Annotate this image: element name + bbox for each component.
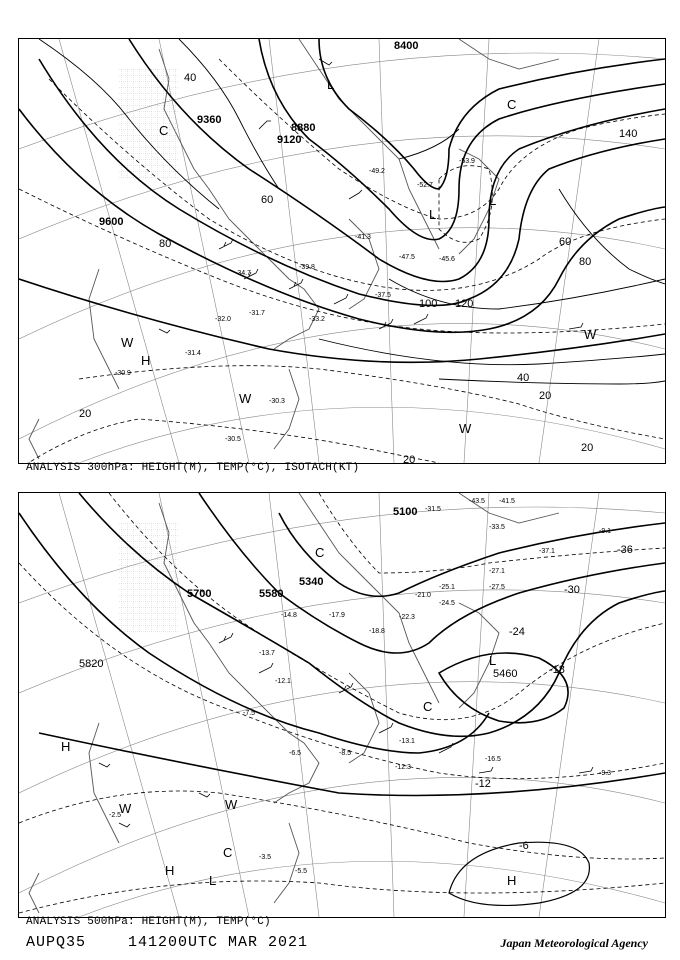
height-label-5580: 5580 xyxy=(259,588,284,600)
cold-center-symbol: C xyxy=(223,845,233,860)
temp-value: -13.7 xyxy=(259,650,275,657)
wind-barbs xyxy=(159,59,583,333)
temp-value: -27.5 xyxy=(489,584,505,591)
low-symbol: L xyxy=(489,193,497,208)
warm-center-symbol: W xyxy=(121,335,134,350)
temp-value: -34.7 xyxy=(235,270,251,277)
map-300hpa xyxy=(19,39,665,463)
isotach-label: 20 xyxy=(403,454,416,463)
temp-value: -49.2 xyxy=(369,168,385,175)
temp-value: -14.8 xyxy=(281,612,297,619)
temp-value: -7.5 xyxy=(243,710,256,717)
temp-value: -17.9 xyxy=(329,612,345,619)
temp-value: -31.4 xyxy=(185,350,201,357)
temp-value: -18.8 xyxy=(369,628,385,635)
isotach-label: 120 xyxy=(455,298,474,310)
warm-center-symbol: W xyxy=(119,801,132,816)
warm-center-symbol: W xyxy=(584,327,597,342)
height-label-9120: 9120 xyxy=(277,134,302,146)
isotach-label: 100 xyxy=(419,298,438,310)
temp-value: -12.3 xyxy=(395,764,411,771)
bulletin-code: AUPQ35 xyxy=(26,934,87,951)
temp-value: -2.5 xyxy=(109,812,122,819)
warm-center-symbol: W xyxy=(459,421,472,436)
height-label-9360: 9360 xyxy=(197,114,222,126)
low-symbol: L xyxy=(209,873,217,888)
height-label-9600: 9600 xyxy=(99,216,124,228)
isotherm-lines xyxy=(19,59,665,463)
temp-value: -31.7 xyxy=(249,310,265,317)
temp-value: -30.3 xyxy=(269,398,285,405)
isotach-label: 20 xyxy=(581,442,594,454)
temp-value: -43.5 xyxy=(469,498,485,505)
temp-value: -41.3 xyxy=(355,234,371,241)
cold-center-symbol: C xyxy=(159,123,169,138)
temp-value: -27.1 xyxy=(489,568,505,575)
wind-barbs xyxy=(99,633,593,827)
isotach-label: 40 xyxy=(184,72,197,84)
isotherm-label: -12 xyxy=(475,778,491,790)
isotach-label: 60 xyxy=(559,236,572,248)
height-label-8400: 8400 xyxy=(394,40,419,52)
high-symbol: H xyxy=(61,739,71,754)
temp-value: -33.2 xyxy=(309,316,325,323)
temp-value: -39.8 xyxy=(299,264,315,271)
height-label-5700: 5700 xyxy=(187,588,212,600)
temp-value: -25.1 xyxy=(439,584,455,591)
cold-center-symbol: C xyxy=(507,97,517,112)
low-symbol: L xyxy=(327,77,335,92)
temp-value: -33.5 xyxy=(489,524,505,531)
caption-500hpa: ANALYSIS 500hPa: HEIGHT(M), TEMP(°C) xyxy=(26,916,271,928)
high-symbol: H xyxy=(507,873,517,888)
temp-value: -32.0 xyxy=(215,316,231,323)
agency-name: Japan Meteorological Agency xyxy=(500,936,648,950)
temp-value: -41.5 xyxy=(499,498,515,505)
isotach-label: 40 xyxy=(517,372,530,384)
temp-value: -21.0 xyxy=(415,592,431,599)
temp-value: -5.5 xyxy=(295,868,308,875)
temp-value: -30.5 xyxy=(225,436,241,443)
isotach-label: 80 xyxy=(579,256,592,268)
temp-value: -37.5 xyxy=(375,292,391,299)
temp-value: -37.1 xyxy=(539,548,555,555)
analysis-time: 141200UTC MAR 2021 xyxy=(128,934,309,951)
temp-value: -13.1 xyxy=(399,738,415,745)
isotherm-label: -24 xyxy=(509,626,525,638)
low-symbol: L xyxy=(429,207,437,222)
height-contours xyxy=(19,39,665,362)
isotach-label: 60 xyxy=(261,194,274,206)
isotach-label: 20 xyxy=(79,408,92,420)
temp-value: -12.1 xyxy=(275,678,291,685)
temp-value: -9.3 xyxy=(599,770,612,777)
low-symbol: L xyxy=(489,653,497,668)
warm-center-symbol: W xyxy=(225,797,238,812)
isotherm-label: -36 xyxy=(617,544,633,556)
temp-value: -24.5 xyxy=(439,600,455,607)
isotach-label: 80 xyxy=(159,238,172,250)
height-label-5340: 5340 xyxy=(299,576,324,588)
chart-500hpa xyxy=(18,492,666,918)
temp-value: -31.5 xyxy=(425,506,441,513)
isotherm-label: -6 xyxy=(519,840,529,852)
high-symbol: H xyxy=(141,353,151,368)
terrain-shading xyxy=(119,69,179,179)
chart-300hpa xyxy=(18,38,666,464)
temp-value: -47.5 xyxy=(399,254,415,261)
temp-value: -53.9 xyxy=(459,158,475,165)
temp-value: -16.5 xyxy=(485,756,501,763)
isotach-label: 20 xyxy=(539,390,552,402)
cold-center-symbol: C xyxy=(315,545,325,560)
terrain-shading xyxy=(119,523,179,633)
isotherm-label: -18 xyxy=(549,664,565,676)
isotach-label: 140 xyxy=(619,128,638,140)
warm-center-symbol: W xyxy=(239,391,252,406)
temp-value: -52.7 xyxy=(417,182,433,189)
height-label-5820: 5820 xyxy=(79,658,104,670)
temp-value: -30.9 xyxy=(115,370,131,377)
map-500hpa xyxy=(19,493,665,917)
cold-center-symbol: C xyxy=(423,699,433,714)
isotherm-label: -30 xyxy=(564,584,580,596)
temp-value: -6.5 xyxy=(289,750,302,757)
caption-300hpa: ANALYSIS 300hPa: HEIGHT(M), TEMP(°C), ISOTACH(KT) xyxy=(26,462,360,474)
high-symbol: H xyxy=(165,863,175,878)
temp-value: -8.5 xyxy=(339,750,352,757)
temp-value: -9.1 xyxy=(599,528,612,535)
temp-value: -3.5 xyxy=(259,854,272,861)
height-label-5100: 5100 xyxy=(393,506,418,518)
height-label-5460: 5460 xyxy=(493,668,518,680)
temp-value: -45.6 xyxy=(439,256,455,263)
temp-value: -22.3 xyxy=(399,614,415,621)
height-label-8880: 8880 xyxy=(291,122,316,134)
